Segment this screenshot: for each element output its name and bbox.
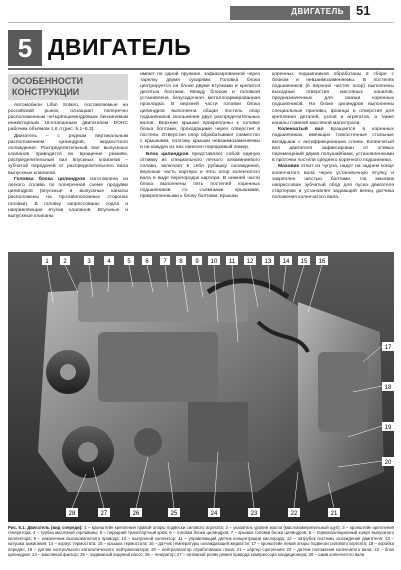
paragraph: имеют по одной пружине, зафиксированной через тарелку двумя сухарями. Головка блока центрируется на блоке двумя втулками и крепится десятью болтами. Между блоком и головкой установлена безусадочная металлоармированная прокладка. В верхней части головки блока цилиндров выполнена общая постель опор подшипников скольжения двух распределительных валов. Верхние крышки прикреплены к головке блока болтами, проходящими через отверстия в постели. Отверстия опор обрабатывают совместно с крышками, поэтому крышки невзаимозаменяемы и на каждую из них нанесен порядковый номер. [140,72,260,151]
callout-label: 28 [68,511,76,517]
paragraph: Двигатель – с рядным вертикальным расположением цилиндров, жидкостного охлаждения. Распределительный вал выпускных клапанов приводится во вращение ремнём, распределительный вал впускных клапанов – зубчатой передачей от распределительного вала выпускных клапанов. [8,133,128,176]
caption-label: Рис. 5.1. Двигатель (вид спереди): [8,525,83,530]
callout-label: 5 [127,259,131,265]
paragraph: Блок цилиндров представляет собой единую отливку из специального легкого алюминиевого сплава, включает в себя рубашку охлаждения, верхнюю часть картера и пять опор коленчатого вала в виде перегородок картера. В нижней части блока выполнены пять постелей коренных подшипников со съемными крышками, прикрепленными к блоку болтами. Крышки [140,151,260,200]
callout-label: 3 [87,259,91,265]
callout-label: 1 [45,259,49,265]
chapter-underline [8,68,394,70]
section-heading-box [8,74,128,100]
callout-label: 14 [282,259,290,265]
caption-text: 1 – кронштейн крепления правой опоры подвески силового агрегата; 2 – указатель уровня масла (маслоизмерительный щуп); 3 – кронштейн крепления генератора; 4 – трубка масляной горловины; 5 – передний транспортный крюк; 6 – головка блока цилиндров; 7 – крышка головки блока цилиндров; 8 – термоизоляционный кожух выпускного коллектора; 9 – наконечник высоковольтного провода; 10 – выпускной коллектор; 11 – управляющий датчик концентрации кислорода; 12 – патрубок системы охлаждения двигателя; 13 – катушка зажигания; 14 – корпус термостата; 15 – крышка термостата; 16 – датчик температуры охлаждающей жидкости; 17 – кронштейн левой опоры подвески силового агрегата; 18 – коробка передач; 19 – датчик контрольного каталитического нейтрализатора; 20 – нейтрализатор отработавших газов; 21 – картер сцепления; 22 – датчик положения коленчатого вала; 23 – блок цилиндров; 24 – масляный фильтр; 25 – подвижный водяной насос; 26 – генератор; 27 – натяжной ролик ремня привода компрессора кондиционера; 28 – шкив коленчатого вала [8,525,394,558]
engine-illustration [8,252,394,522]
callout-label: 15 [300,259,308,265]
callout-label: 22 [290,511,298,517]
text-column-3 [272,72,394,201]
header-rule [8,22,394,23]
callout-label: 25 [170,511,178,517]
callout-label: 19 [384,425,392,431]
paragraph: коренных подшипников обработаны в сборе с блоком и невзаимозаменяемы. В постелях подшипников (в верхних частях опор) выполнены выходные отверстия масляных каналов, предназначенных для смазки коренных подшипников. На блоке цилиндров выполнены специальные приливы, фланцы и отверстия для крепления деталей, узлов и агрегатов, а также каналы главной масляной магистрали. [272,72,394,126]
paragraph: Автомобили Lifan Solano, поставляемые на российский рынок, оснащают поперечно расположенным четырёхцилиндровым бензиновым инжекторным 16-клапанным двигателем DOHC рабочим объёмом 1,6 л (рис. 5.1–5.3). [8,103,128,133]
callout-label: 13 [264,259,272,265]
section-band [230,6,350,20]
paragraph-lead-term: Маховик [278,164,299,170]
callout-label: 26 [132,511,140,517]
chapter-number: 5 [8,30,42,66]
paragraph: Головка блока цилиндров изготовлена из легкого сплава по поперечной схеме продувки цилиндров (впускные и выпускные каналы расположены на противоположных сторонах головки). В головку запрессованы седла и направляющие втулки клапанов. Впускные и выпускные клапаны [8,177,129,219]
callout-label: 9 [195,259,199,265]
engine-photo [8,252,394,522]
callout-label: 11 [228,259,236,265]
callout-top [42,256,328,265]
paragraph: Коленчатый вал вращается в коренных подшипниках, имеющих тонкостенные стальные вкладыши с антифрикционным слоем. Коленчатый вал двигателя зафиксирован от осевых перемещений двумя полушайбами, установленными в проточки постели среднего коренного подшипника. [272,127,394,163]
paragraph-lead-term: Коленчатый вал [278,127,324,133]
page-header [0,0,401,28]
callout-label: 6 [145,259,149,265]
callout-label: 18 [384,385,392,391]
section-heading-line-2: КОНСТРУКЦИИ [12,86,80,97]
figure-caption [8,525,394,557]
callout-label: 4 [107,259,111,265]
section-heading-line-1: ОСОБЕННОСТИ [12,76,83,86]
paragraph: Маховик отлит из чугуна, надет на заднем конце коленчатого вала через установочную втулку и закреплен шестью болтами. На маховик напрессован зубчатый обод для пуска двигателя стартером и установлен задающий венец датчика положения коленчатого вала. [272,164,394,200]
chapter-title: ДВИГАТЕЛЬ [48,34,192,60]
text-column-2 [140,72,260,201]
callout-label: 8 [179,259,183,265]
callout-label: 10 [210,259,218,265]
callout-label: 20 [384,460,392,466]
callout-label: 2 [63,259,67,265]
paragraph-lead-term: Блок цилиндров [146,151,189,157]
paragraph-lead-term: Головка блока цилиндров [14,177,86,183]
text-column-1 [8,103,128,220]
running-section-title: ДВИГАТЕЛЬ [291,7,344,16]
callout-label: 23 [250,511,258,517]
page-number: 51 [356,3,371,18]
callout-label: 24 [210,511,218,517]
callout-label: 12 [246,259,254,265]
chapter-banner [8,30,394,66]
callout-label: 27 [100,511,108,517]
callout-label: 16 [318,259,326,265]
callout-label: 21 [330,511,338,517]
callout-label: 17 [384,345,392,351]
callout-label: 7 [163,259,167,265]
